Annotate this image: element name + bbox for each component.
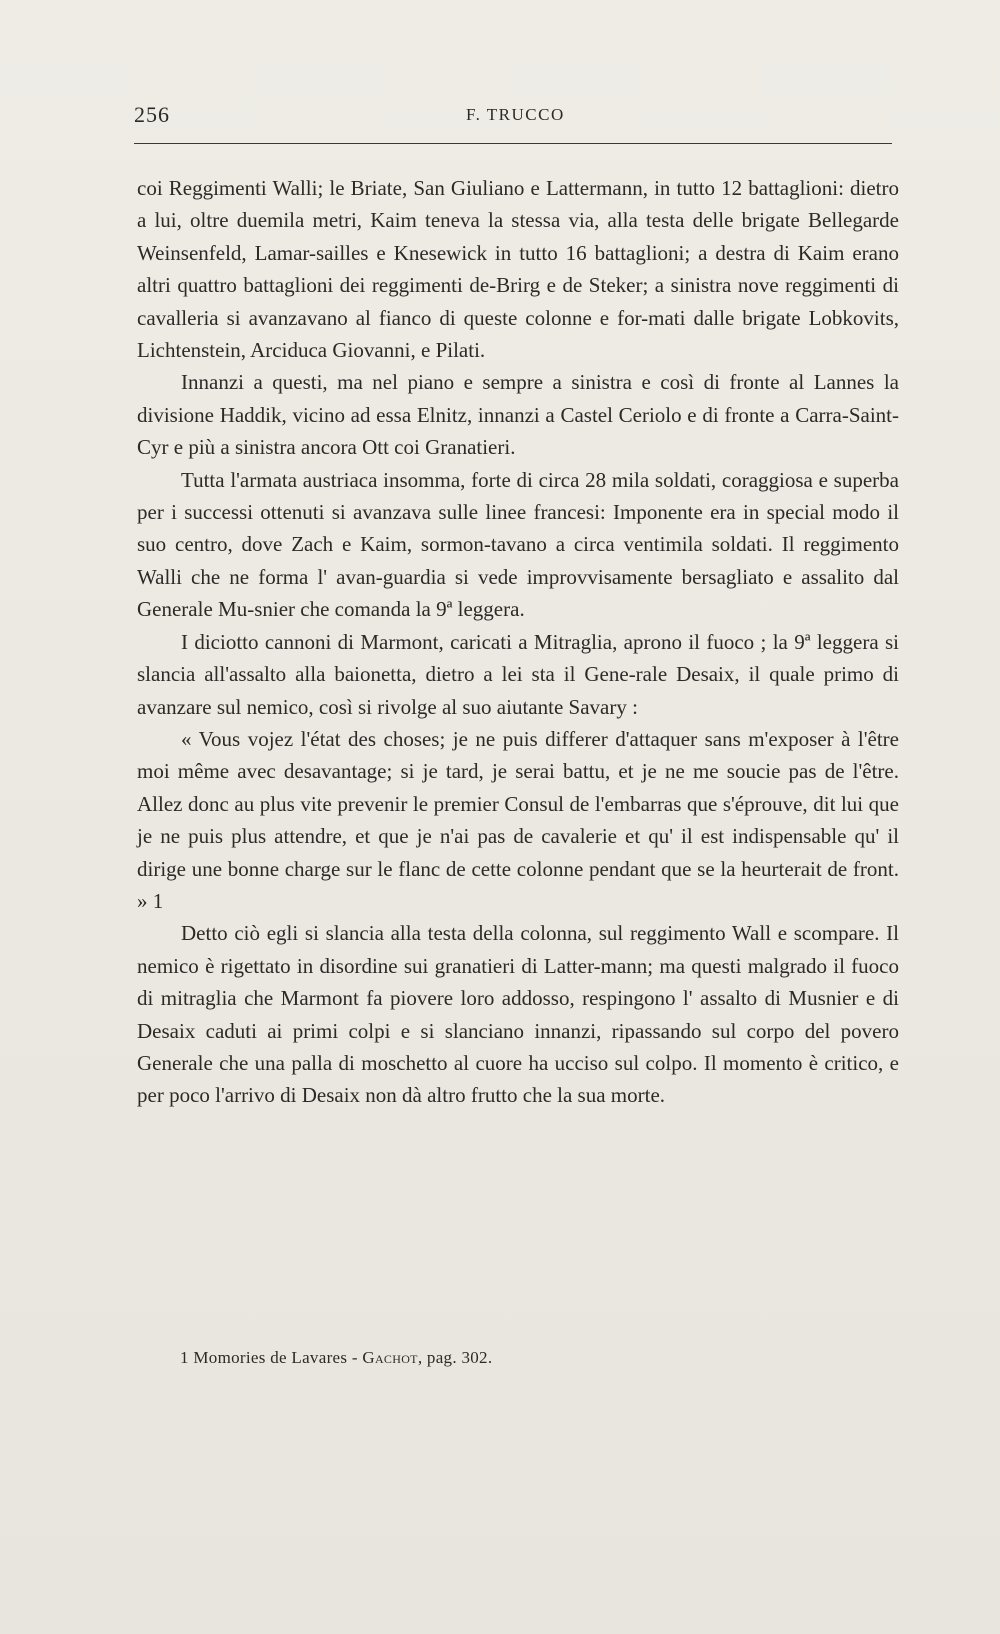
quote-paragraph: « Vous vojez l'état des choses; je ne puis differer d'attaquer sans m'exposer à l'être moi même avec desavantage; si je tard, je serai battu, et je ne me soucie pas de l'être. Allez donc au plus vite prevenir le premier Consul de l'embarras que s'éprouve, dit lui que je ne puis plus attendre, et que je n'ai pas de cavalerie et qu' il est indispensable qu' il dirige une bonne charge sur le flanc de cette colonne pendant que se la heurterait de front. » 1 (137, 726, 899, 913)
footnote-text: Momories de Lavares - (193, 1348, 358, 1367)
page-number: 256 (134, 102, 170, 127)
footnote-author: Gachot (362, 1348, 418, 1367)
paragraph: Detto ciò egli si slancia alla testa della colonna, sul reggimento Wall e scompare. Il nemico è rigettato in disordine sui granatieri di Latter-mann; ma questi malgrado il fuoco di mitraglia che Marmont fa piovere loro addosso, respingono l' assalto di Musnier e di Desaix caduti ai primi colpi e si slanciano innanzi, ripassando sul corpo del povero Generale che una palla di moschetto al cuore ha ucciso sul colpo. Il momento è critico, e per poco l'arrivo di Desaix non dà altro frutto che la sua morte. (137, 921, 899, 1108)
footnote-marker: 1 (180, 1348, 189, 1367)
paragraph: I diciotto cannoni di Marmont, caricati a Mitraglia, aprono il fuoco ; la 9ª leggera si slancia all'assalto alla baionetta, dietro a lei sta il Gene-rale Desaix, il quale primo di avanzare sul nemico, così si rivolge al suo aiutante Savary : (137, 629, 899, 719)
footnote-tail: , pag. 302. (417, 1348, 493, 1367)
paragraph: Innanzi a questi, ma nel piano e sempre a sinistra e così di fronte al Lannes la divisione Haddik, vicino ad essa Elnitz, innanzi a Castel Ceriolo e di fronte a Carra-Saint-Cyr e più a sinistra ancora Ott coi Granatieri. (137, 370, 899, 460)
paragraph: coi Reggimenti Walli; le Briate, San Giuliano e Lattermann, in tutto 12 battaglioni: dietro a lui, oltre duemila metri, Kaim teneva la stessa via, alla testa delle brigate Bellegarde Weinsenfeld, Lamar-sailles e Knesewick in tutto 16 battaglioni; a destra di Kaim erano altri quattro battaglioni dei reggimenti de-Brirg e de Steker; a sinistra nove reggimenti di cavalleria si avanzavano al fianco di queste colonne e for-mati dalle brigate Lobkovits, Lichtenstein, Arciduca Giovanni, e Pilati. (137, 176, 899, 363)
running-head (134, 102, 894, 132)
main-text (137, 172, 899, 1112)
paragraph: Tutta l'armata austriaca insomma, forte di circa 28 mila soldati, coraggiosa e superba per i successi ottenuti si avanzava sulle linee francesi: Imponente era in special modo il suo centro, dove Zach e Kaim, sormon-tavano a circa ventimila soldati. Il reggimento Walli che ne forma l' avan-guardia si vede improvvisamente bersagliato e assalito dal Generale Mu-snier che comanda la 9ª leggera. (137, 467, 899, 622)
running-title: F. TRUCCO (466, 105, 565, 124)
header-rule (134, 143, 892, 144)
footnote (180, 1348, 492, 1368)
